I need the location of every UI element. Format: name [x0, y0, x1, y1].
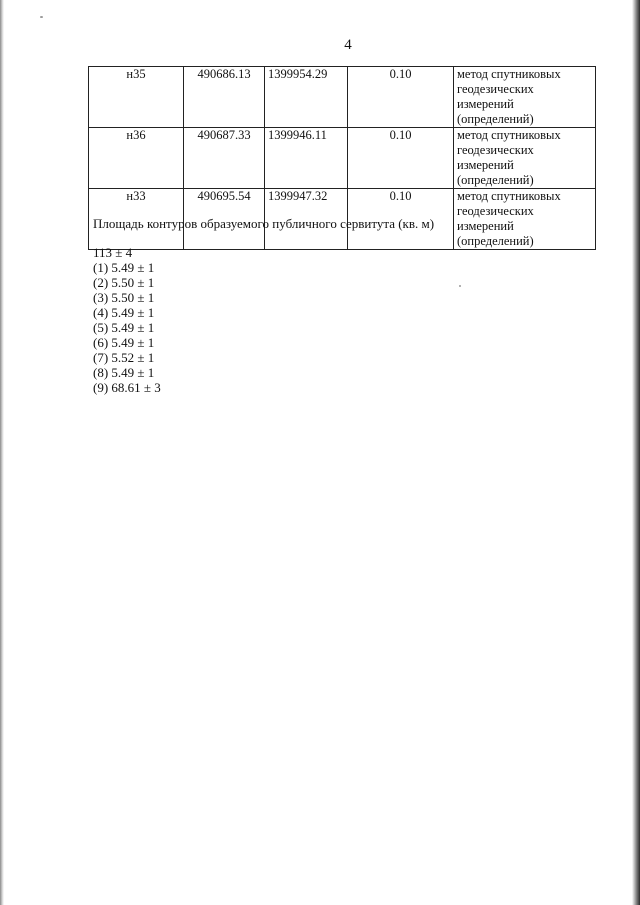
page-number: 4	[344, 37, 352, 53]
list-item: (7) 5.52 ± 1	[93, 350, 155, 365]
list-item: (2) 5.50 ± 1	[93, 275, 155, 290]
list-item: (6) 5.49 ± 1	[93, 335, 155, 350]
scan-speck	[459, 285, 461, 287]
scan-speck	[40, 16, 43, 18]
error-cell: 0.10	[348, 128, 454, 189]
area-list	[93, 245, 161, 395]
area-total: 113 ± 4	[93, 245, 133, 260]
method-cell: метод спутниковых геодезических измерений (определений)	[454, 128, 596, 189]
y-coordinate-cell: 1399954.29	[265, 67, 348, 128]
list-item: (8) 5.49 ± 1	[93, 365, 155, 380]
list-item: (9) 68.61 ± 3	[93, 380, 161, 395]
point-name-cell: н33	[89, 189, 184, 250]
table-row	[89, 128, 596, 189]
page-left-edge	[0, 0, 4, 905]
point-name-cell: н36	[89, 128, 184, 189]
error-cell: 0.10	[348, 67, 454, 128]
method-cell: метод спутниковых геодезических измерений (определений)	[454, 67, 596, 128]
method-cell: метод спутниковых геодезических измерений (определений)	[454, 189, 596, 250]
y-coordinate-cell: 1399946.11	[265, 128, 348, 189]
y-coordinate-cell: 1399947.32	[265, 189, 348, 250]
list-item: (4) 5.49 ± 1	[93, 305, 155, 320]
list-item: (5) 5.49 ± 1	[93, 320, 155, 335]
area-heading: Площадь контуров образуемого публичного сервитута (кв. м)	[93, 216, 435, 231]
x-coordinate-cell: 490686.13	[184, 67, 265, 128]
page-right-edge	[632, 0, 640, 905]
point-name-cell: н35	[89, 67, 184, 128]
table-row	[89, 67, 596, 128]
error-cell: 0.10	[348, 189, 454, 250]
list-item: (3) 5.50 ± 1	[93, 290, 155, 305]
list-item: (1) 5.49 ± 1	[93, 260, 155, 275]
x-coordinate-cell: 490695.54	[184, 189, 265, 250]
x-coordinate-cell: 490687.33	[184, 128, 265, 189]
